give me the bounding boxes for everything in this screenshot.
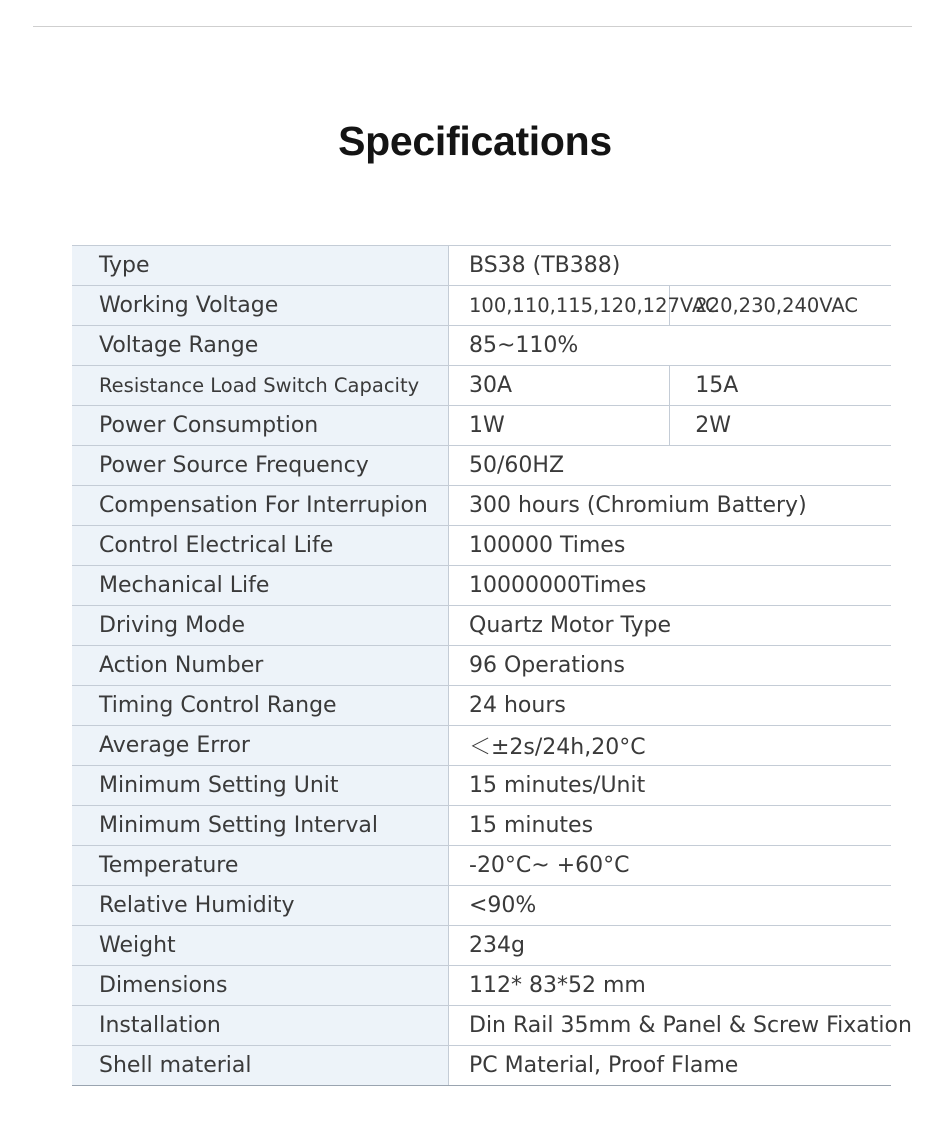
table-row [72, 766, 891, 806]
page-title: Specifications [338, 118, 612, 164]
table-row [72, 1046, 891, 1086]
spec-value: 15 minutes [449, 806, 892, 846]
spec-label: Average Error [72, 726, 449, 766]
spec-value: 15A [670, 366, 891, 406]
spec-value: 2W [670, 406, 891, 446]
spec-label: Driving Mode [72, 606, 449, 646]
spec-value: 100000 Times [449, 526, 892, 566]
spec-label: Control Electrical Life [72, 526, 449, 566]
spec-label: Working Voltage [72, 286, 449, 326]
table-row [72, 366, 891, 406]
spec-label: Relative Humidity [72, 886, 449, 926]
spec-label: Shell material [72, 1046, 449, 1086]
top-divider [33, 26, 912, 27]
table-row [72, 606, 891, 646]
table-row [72, 926, 891, 966]
table-row [72, 246, 891, 286]
spec-value: 1W [449, 406, 670, 446]
spec-label: Power Source Frequency [72, 446, 449, 486]
spec-value: 96 Operations [449, 646, 892, 686]
table-row [72, 886, 891, 926]
spec-value: BS38 (TB388) [449, 246, 892, 286]
spec-label: Installation [72, 1006, 449, 1046]
spec-value: PC Material, Proof Flame [449, 1046, 892, 1086]
spec-value: 234g [449, 926, 892, 966]
spec-value: 24 hours [449, 686, 892, 726]
spec-label: Minimum Setting Interval [72, 806, 449, 846]
spec-value: 100,110,115,120,127VAC [449, 286, 670, 326]
table-row [72, 966, 891, 1006]
spec-label: Minimum Setting Unit [72, 766, 449, 806]
table-row [72, 726, 891, 766]
spec-value: ＜±2s/24h,20°C [449, 726, 892, 766]
table-row [72, 1006, 891, 1046]
spec-value: 85~110% [449, 326, 892, 366]
table-row [72, 806, 891, 846]
table-row [72, 446, 891, 486]
spec-label: Mechanical Life [72, 566, 449, 606]
spec-label: Temperature [72, 846, 449, 886]
table-row [72, 286, 891, 326]
spec-value: <90% [449, 886, 892, 926]
spec-value: 50/60HZ [449, 446, 892, 486]
spec-label: Resistance Load Switch Capacity [72, 366, 449, 406]
spec-value: 300 hours (Chromium Battery) [449, 486, 892, 526]
spec-label: Type [72, 246, 449, 286]
spec-label: Power Consumption [72, 406, 449, 446]
table-row [72, 526, 891, 566]
table-row [72, 326, 891, 366]
spec-label: Voltage Range [72, 326, 449, 366]
table-row [72, 566, 891, 606]
spec-value: 10000000Times [449, 566, 892, 606]
spec-value: -20°C~ +60°C [449, 846, 892, 886]
table-row [72, 486, 891, 526]
table-row [72, 846, 891, 886]
spec-value: Din Rail 35mm & Panel & Screw Fixation [449, 1006, 892, 1046]
table-row [72, 406, 891, 446]
spec-label: Compensation For Interrupion [72, 486, 449, 526]
spec-label: Dimensions [72, 966, 449, 1006]
spec-label: Timing Control Range [72, 686, 449, 726]
specifications-table [72, 245, 912, 1086]
spec-label: Weight [72, 926, 449, 966]
table-row [72, 646, 891, 686]
spec-value: 15 minutes/Unit [449, 766, 892, 806]
spec-label: Action Number [72, 646, 449, 686]
spec-value: Quartz Motor Type [449, 606, 892, 646]
spec-value: 220,230,240VAC [670, 286, 891, 326]
table-row [72, 686, 891, 726]
spec-value: 30A [449, 366, 670, 406]
spec-value: 112* 83*52 mm [449, 966, 892, 1006]
